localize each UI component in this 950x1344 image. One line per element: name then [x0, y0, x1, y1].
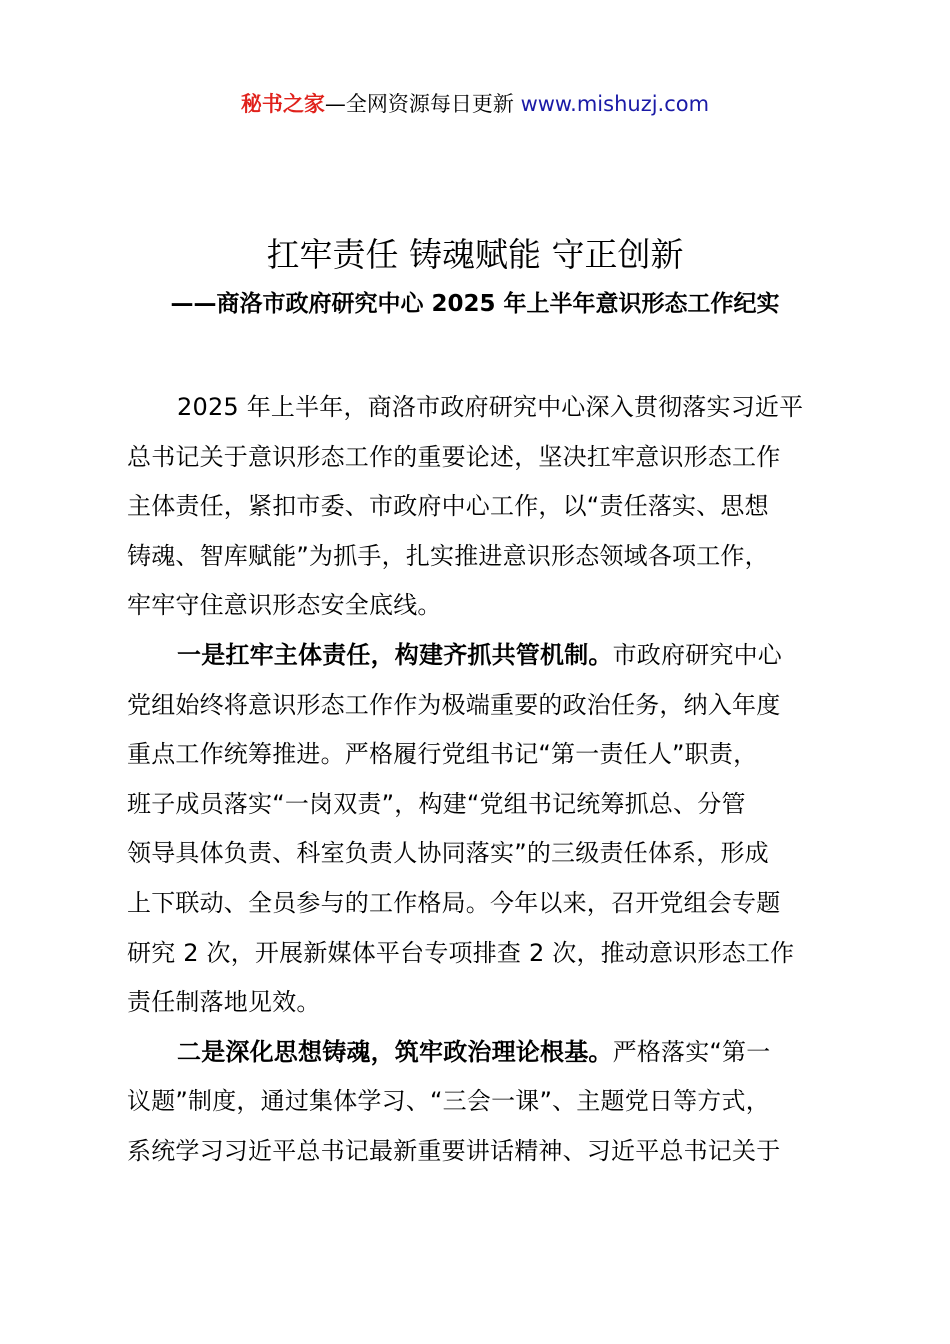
- paragraph-line-text: 严格落实“第一: [612, 1037, 771, 1066]
- paragraph-ideology: [127, 1028, 867, 1177]
- paragraph-line: 2025 年上半年，商洛市政府研究中心深入贯彻落实习近平: [177, 393, 804, 421]
- paragraph-line: 系统学习习近平总书记最新重要讲话精神、习近平总书记关于: [127, 1136, 781, 1165]
- paragraph-line: 议题”制度，通过集体学习、“三会一课”、主题党日等方式，: [127, 1087, 770, 1116]
- paragraph-responsibility: [127, 631, 867, 1028]
- paragraph-lead: 一是扛牢主体责任，构建齐抓共管机制。: [177, 640, 613, 669]
- paragraph-line: 党组始终将意识形态工作作为极端重要的政治任务，纳入年度: [127, 690, 781, 719]
- paragraph-line: 铸魂、智库赋能”为抓手，扎实推进意识形态领域各项工作，: [127, 541, 769, 570]
- paragraph-line: 总书记关于意识形态工作的重要论述，坚决扛牢意识形态工作: [127, 442, 781, 471]
- paragraph-line: 主体责任，紧扣市委、市政府中心工作，以“责任落实、思想: [127, 492, 769, 521]
- paragraph-line: 领导具体负责、科室负责人协同落实”的三级责任体系，形成: [127, 839, 769, 868]
- paragraph-lead: 二是深化思想铸魂，筑牢政治理论根基。: [177, 1037, 613, 1066]
- site-brand: 秘书之家: [240, 92, 325, 116]
- paragraph-line: 牢牢守住意识形态安全底线。: [127, 591, 442, 620]
- paragraph-first-line: [127, 1028, 867, 1078]
- document-title: 扛牢责任 铸魂赋能 守正创新: [266, 235, 684, 274]
- paragraph-line: 上下联动、全员参与的工作格局。今年以来，召开党组会专题: [127, 888, 781, 917]
- document-subtitle: ——商洛市政府研究中心 2025 年上半年意识形态工作纪实: [170, 291, 780, 317]
- document-body: [127, 383, 867, 1177]
- paragraph-line: 班子成员落实“一岗双责”，构建“党组书记统筹抓总、分管: [127, 789, 746, 818]
- paragraph-line: 研究 2 次，开展新媒体平台专项排查 2 次，推动意识形态工作: [127, 938, 795, 967]
- paragraph-intro: [127, 383, 867, 631]
- paragraph-line: 重点工作统筹推进。严格履行党组书记“第一责任人”职责，: [127, 740, 758, 769]
- paragraph-line-text: 市政府研究中心: [612, 640, 783, 669]
- paragraph-line: 责任制落地见效。: [127, 988, 321, 1017]
- paragraph-first-line: [127, 631, 867, 681]
- site-header: [0, 88, 950, 120]
- site-slogan: —全网资源每日更新: [324, 92, 514, 116]
- site-url-link[interactable]: www.mishuzj.com: [520, 92, 710, 116]
